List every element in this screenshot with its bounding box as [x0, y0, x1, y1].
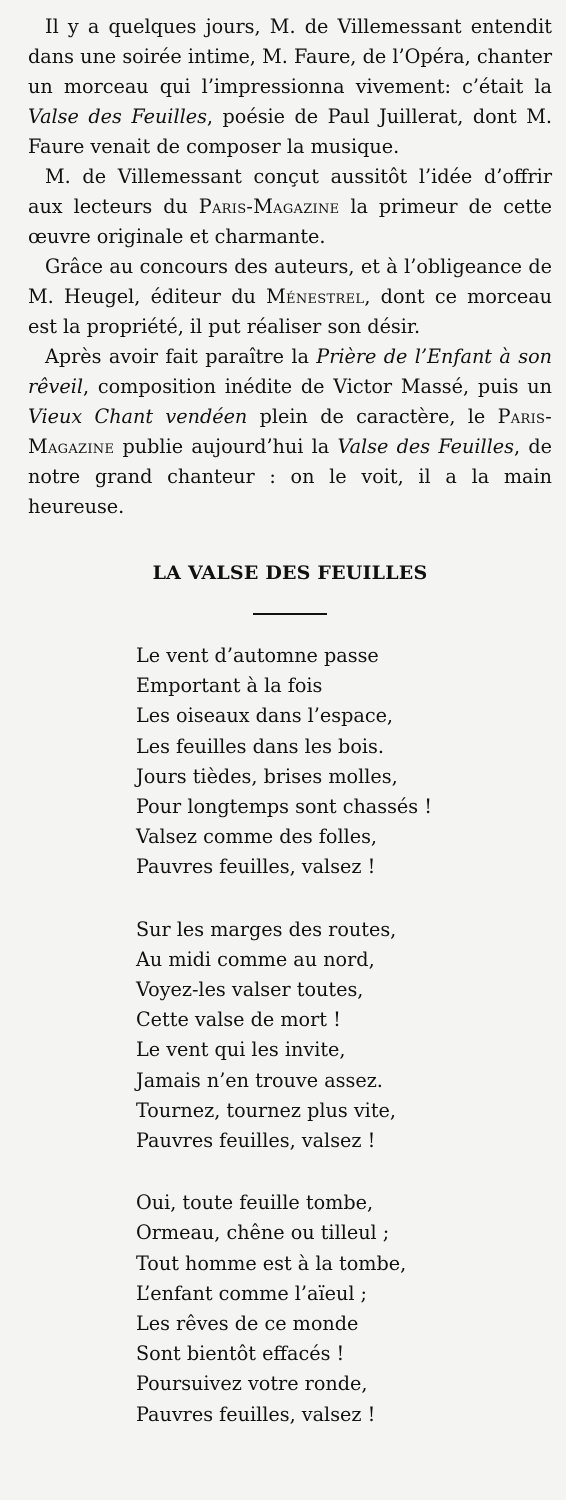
poem-line: Au midi comme au nord,	[136, 947, 375, 971]
poem-line: Pauvres feuilles, valsez !	[136, 1402, 376, 1426]
p2-magazine-name: Paris-Magazine	[198, 195, 340, 218]
poem-line: Ormeau, chêne ou tilleul ;	[136, 1221, 390, 1245]
poem-line: Sur les marges des routes,	[136, 917, 397, 941]
poem-line: Les feuilles dans les bois.	[136, 734, 384, 758]
p1-text-c: , poésie de Paul Juillerat, dont M. Faure venait de composer la musique.	[28, 105, 552, 158]
poem-line: Le vent d’automne passe	[136, 644, 379, 667]
poem-line: Voyez-les valser toutes,	[136, 978, 364, 1002]
stanza-3	[136, 1188, 552, 1430]
p4-text-e: plein de caractère, le	[247, 405, 498, 428]
p2-text-a: M. de Villemessant conçut aussitôt l’idée d’offrir aux lecteurs du	[28, 165, 552, 218]
poem-line: Les oiseaux dans l’espace,	[136, 704, 394, 728]
p3-text-c: , dont ce morceau est la propriété, il put réaliser son désir.	[28, 285, 552, 338]
p4-magazine-name: Paris-Magazine	[28, 405, 552, 458]
p4-title-priere: Prière de l’Enfant à son rêveil	[28, 345, 552, 398]
poem-line: Les rêves de ce monde	[136, 1312, 359, 1336]
p4-text-c: , composition inédite de Victor Massé, puis un	[83, 375, 552, 398]
poem-line: Sont bientôt effacés !	[136, 1342, 345, 1366]
p3-text-a: Grâce au concours des auteurs, et à l’obligeance de M. Heugel, éditeur du	[28, 255, 552, 308]
poem-line: Jours tièdes, brises molles,	[136, 764, 398, 788]
p4-title-vieux-chant: Vieux Chant vendéen	[28, 405, 248, 428]
p2-text-c: la primeur de cette œuvre originale et charmante.	[28, 195, 552, 248]
poem-line: Cette valse de mort !	[136, 1008, 341, 1032]
poem-line: Jamais n’en trouve assez.	[136, 1068, 383, 1092]
p1-title-valse: Valse des Feuilles	[28, 105, 207, 128]
poem-line: L’enfant comme l’aïeul ;	[136, 1281, 368, 1305]
p1-text-a: Il y a quelques jours, M. de Villemessant entendit dans une soirée intime, M. Faure, de l’Opéra, chanter un morceau qui l’impressionna vivement: c’était la	[28, 15, 552, 98]
poem-line: Oui, toute feuille tombe,	[136, 1191, 374, 1215]
p4-text-g: publie aujourd’hui la	[114, 435, 338, 458]
poem-title: LA VALSE DES FEUILLES	[152, 562, 428, 584]
p4-title-valse: Valse des Feuilles	[337, 435, 514, 458]
stanza-2	[136, 915, 552, 1157]
introduction	[28, 12, 552, 522]
paragraph-4	[28, 342, 552, 522]
poem-line: Emportant à la fois	[136, 674, 323, 698]
poem-line: Le vent qui les invite,	[136, 1038, 346, 1062]
p4-text-a: Après avoir fait paraître la	[45, 345, 317, 368]
stanza-1	[136, 641, 552, 883]
poem-line: Tournez, tournez plus vite,	[136, 1098, 396, 1122]
p3-menestrel-name: Ménestrel	[266, 285, 365, 308]
poem-line: Valsez comme des folles,	[136, 825, 378, 849]
paragraph-1	[28, 12, 552, 162]
paragraph-3	[28, 252, 552, 342]
poem-line: Poursuivez votre ronde,	[136, 1372, 368, 1396]
p4-text-i: , de notre grand chanteur : on le voit, il a la main heureuse.	[28, 435, 552, 518]
poem-line: Pauvres feuilles, valsez !	[136, 855, 376, 879]
poem-line: Pauvres feuilles, valsez !	[136, 1129, 376, 1153]
title-rule	[253, 613, 327, 615]
poem-line: Pour longtemps sont chassés !	[136, 795, 432, 819]
poem-line: Tout homme est à la tombe,	[136, 1251, 407, 1275]
poem	[136, 641, 552, 1430]
paragraph-2	[28, 162, 552, 252]
